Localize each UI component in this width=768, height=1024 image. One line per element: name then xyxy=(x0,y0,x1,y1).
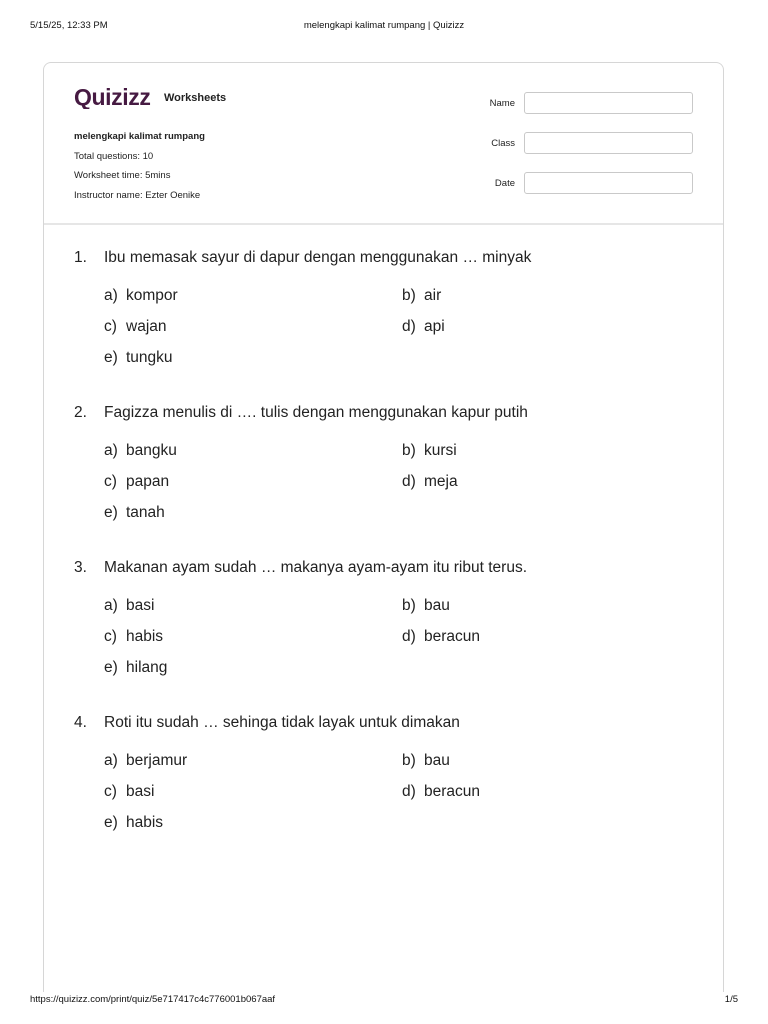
brand xyxy=(74,85,226,109)
option-letter: a) xyxy=(104,442,118,459)
question-item xyxy=(74,247,693,382)
option-letter: b) xyxy=(402,287,416,304)
print-datetime: 5/15/25, 12:33 PM xyxy=(30,20,108,31)
answer-option xyxy=(402,316,662,338)
answer-option xyxy=(402,440,662,462)
question-prompt: Ibu memasak sayur di dapur dengan menggunakan … minyak xyxy=(104,249,532,266)
print-header xyxy=(30,20,738,34)
question-prompt: Makanan ayam sudah … makanya ayam-ayam itu ribut terus. xyxy=(104,559,527,576)
class-field-row xyxy=(483,131,693,155)
total-questions: Total questions: 10 xyxy=(74,150,154,162)
worksheet-header xyxy=(44,63,723,225)
option-letter: c) xyxy=(104,628,117,645)
print-page-title: melengkapi kalimat rumpang | Quizizz xyxy=(303,20,465,31)
name-label: Name xyxy=(489,97,515,109)
worksheet-card xyxy=(43,62,724,992)
question-text xyxy=(74,557,693,579)
option-text: api xyxy=(424,318,445,335)
option-letter: e) xyxy=(104,659,118,676)
option-letter: a) xyxy=(104,597,118,614)
name-field[interactable] xyxy=(524,92,693,114)
worksheet-title: melengkapi kalimat rumpang xyxy=(74,131,205,142)
answer-option xyxy=(402,471,662,493)
option-text: berjamur xyxy=(126,752,188,769)
option-letter: e) xyxy=(104,504,118,521)
date-label: Date xyxy=(494,177,515,189)
answer-option xyxy=(402,285,662,307)
option-text: basi xyxy=(126,597,155,614)
answer-option xyxy=(104,781,402,803)
question-prompt: Fagizza menulis di …. tulis dengan menggunakan kapur putih xyxy=(104,404,528,421)
question-number: 2. xyxy=(74,404,87,421)
date-field[interactable] xyxy=(524,172,693,194)
worksheet-time: Worksheet time: 5mins xyxy=(74,170,171,181)
answer-option xyxy=(104,502,402,524)
class-label: Class xyxy=(491,137,515,149)
question-number: 3. xyxy=(74,559,87,576)
option-letter: c) xyxy=(104,783,117,800)
class-field[interactable] xyxy=(524,132,693,154)
option-text: habis xyxy=(126,814,164,831)
question-text xyxy=(74,712,693,734)
question-number: 4. xyxy=(74,714,87,731)
answer-option xyxy=(402,781,662,803)
option-letter: a) xyxy=(104,752,118,769)
answer-options xyxy=(104,440,693,524)
question-text xyxy=(74,402,693,424)
student-fields xyxy=(483,91,693,211)
option-text: beracun xyxy=(424,628,481,645)
question-prompt: Roti itu sudah … sehinga tidak layak untuk dimakan xyxy=(104,714,460,731)
quizizz-logo-text: Quizizz xyxy=(74,85,151,109)
name-field-row xyxy=(483,91,693,115)
answer-option xyxy=(104,626,402,648)
date-field-row xyxy=(483,171,693,195)
option-letter: c) xyxy=(104,318,117,335)
question-item xyxy=(74,712,693,847)
option-text: tanah xyxy=(126,504,165,521)
option-letter: e) xyxy=(104,814,118,831)
option-letter: a) xyxy=(104,287,118,304)
answer-option xyxy=(104,285,402,307)
answer-option xyxy=(104,316,402,338)
option-letter: b) xyxy=(402,442,416,459)
option-text: beracun xyxy=(424,783,481,800)
option-text: bangku xyxy=(126,442,177,459)
answer-option xyxy=(104,440,402,462)
option-text: meja xyxy=(424,473,458,490)
question-list xyxy=(74,247,693,867)
option-letter: e) xyxy=(104,349,118,366)
answer-option xyxy=(104,657,402,679)
print-page-number: 1/5 xyxy=(724,994,738,1005)
option-text: papan xyxy=(126,473,170,490)
option-letter: b) xyxy=(402,597,416,614)
option-text: kompor xyxy=(126,287,178,304)
answer-option xyxy=(104,471,402,493)
question-item xyxy=(74,402,693,537)
option-text: basi xyxy=(126,783,155,800)
option-letter: b) xyxy=(402,752,416,769)
answer-option xyxy=(402,626,662,648)
quizizz-logo xyxy=(74,85,158,109)
option-text: kursi xyxy=(424,442,457,459)
option-letter: c) xyxy=(104,473,117,490)
print-footer xyxy=(30,994,738,1008)
print-url: https://quizizz.com/print/quiz/5e717417c4c776001b067aaf xyxy=(30,994,276,1005)
answer-option xyxy=(402,595,662,617)
option-text: hilang xyxy=(126,659,168,676)
option-text: tungku xyxy=(126,349,173,366)
answer-options xyxy=(104,750,693,834)
option-text: bau xyxy=(424,597,450,614)
option-letter: d) xyxy=(402,318,416,335)
answer-option xyxy=(104,812,402,834)
instructor-name: Instructor name: Ezter Oenike xyxy=(74,189,201,201)
question-text xyxy=(74,247,693,269)
option-letter: d) xyxy=(402,783,416,800)
option-text: wajan xyxy=(126,318,167,335)
question-number: 1. xyxy=(74,249,87,266)
answer-option xyxy=(104,750,402,772)
worksheet-meta xyxy=(74,127,205,205)
option-text: habis xyxy=(126,628,164,645)
answer-options xyxy=(104,595,693,679)
answer-options xyxy=(104,285,693,369)
option-text: bau xyxy=(424,752,450,769)
option-letter: d) xyxy=(402,473,416,490)
brand-tag: Worksheets xyxy=(164,92,227,104)
option-text: air xyxy=(424,287,442,304)
question-item xyxy=(74,557,693,692)
answer-option xyxy=(104,347,402,369)
answer-option xyxy=(104,595,402,617)
answer-option xyxy=(402,750,662,772)
option-letter: d) xyxy=(402,628,416,645)
